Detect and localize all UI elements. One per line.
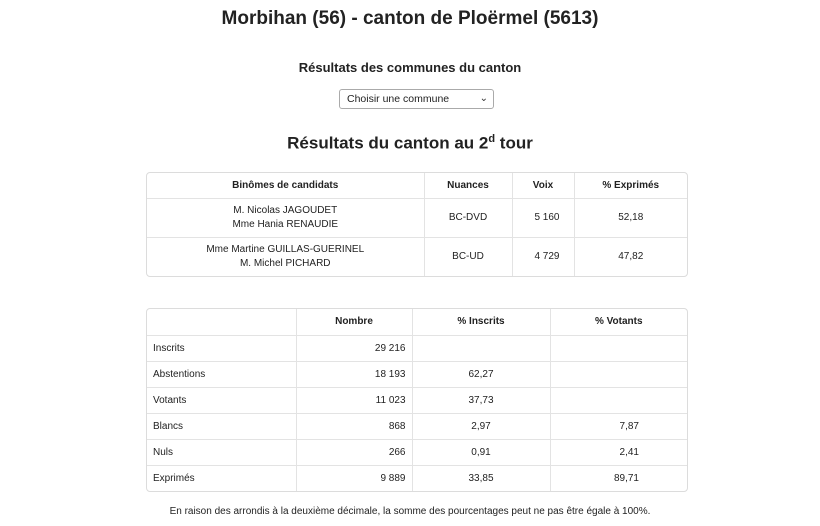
stat-pct-votants: 89,71 — [550, 465, 687, 491]
table-row — [147, 439, 687, 465]
stat-label: Abstentions — [147, 361, 296, 387]
table-row — [147, 335, 687, 361]
results-heading — [0, 133, 820, 154]
candidate-pct: 52,18 — [574, 198, 687, 237]
candidate-names — [147, 198, 424, 237]
stat-pct-inscrits — [412, 335, 550, 361]
col-header-pct-votants: % Votants — [550, 309, 687, 335]
stat-pct-votants — [550, 335, 687, 361]
stat-pct-inscrits: 37,73 — [412, 387, 550, 413]
stat-pct-votants: 2,41 — [550, 439, 687, 465]
stat-pct-votants — [550, 387, 687, 413]
chevron-down-icon: ⌄ — [479, 93, 488, 104]
candidate-name: Mme Martine GUILLAS-GUERINEL — [206, 243, 365, 255]
candidate-nuance: BC-DVD — [424, 198, 512, 237]
col-header-pct-exprimes: % Exprimés — [574, 173, 687, 198]
candidate-name: M. Michel PICHARD — [239, 257, 331, 269]
commune-select[interactable] — [339, 89, 494, 109]
stat-nombre: 868 — [296, 413, 412, 439]
results-heading-suffix: tour — [495, 133, 533, 153]
stat-nombre: 11 023 — [296, 387, 412, 413]
stat-nombre: 18 193 — [296, 361, 412, 387]
stat-pct-inscrits: 62,27 — [412, 361, 550, 387]
stat-pct-inscrits: 2,97 — [412, 413, 550, 439]
stat-pct-votants: 7,87 — [550, 413, 687, 439]
stat-label: Blancs — [147, 413, 296, 439]
candidate-names — [147, 237, 424, 276]
candidate-name: M. Nicolas JAGOUDET — [233, 204, 338, 216]
stat-nombre: 29 216 — [296, 335, 412, 361]
col-header-nombre: Nombre — [296, 309, 412, 335]
stat-pct-votants — [550, 361, 687, 387]
commune-select-wrap — [339, 89, 494, 109]
col-header-empty — [147, 309, 296, 335]
col-header-voix: Voix — [512, 173, 574, 198]
stat-pct-inscrits: 0,91 — [412, 439, 550, 465]
col-header-binomes: Binômes de candidats — [232, 179, 339, 191]
candidates-table — [146, 172, 688, 277]
stat-nombre: 9 889 — [296, 465, 412, 491]
candidate-pct: 47,82 — [574, 237, 687, 276]
table-row — [147, 465, 687, 491]
commune-select-value: Choisir une commune — [347, 93, 450, 105]
stat-pct-inscrits: 33,85 — [412, 465, 550, 491]
table-row — [147, 387, 687, 413]
stat-label: Exprimés — [147, 465, 296, 491]
stat-nombre: 266 — [296, 439, 412, 465]
stats-table — [146, 308, 688, 492]
table-row — [147, 361, 687, 387]
col-header-nuances: Nuances — [424, 173, 512, 198]
stat-label: Votants — [147, 387, 296, 413]
stat-label: Nuls — [147, 439, 296, 465]
candidate-nuance: BC-UD — [424, 237, 512, 276]
candidate-voix: 4 729 — [512, 237, 574, 276]
table-row — [147, 198, 687, 237]
results-heading-sup: d — [488, 133, 496, 145]
candidate-voix: 5 160 — [512, 198, 574, 237]
stats-header-row — [147, 309, 687, 335]
table-row — [147, 237, 687, 276]
rounding-note: En raison des arrondis à la deuxième décimale, la somme des pourcentages peut ne pas être égale à 100%. — [169, 506, 651, 517]
communes-heading: Résultats des communes du canton — [298, 60, 522, 75]
page-title: Morbihan (56) - canton de Ploërmel (5613) — [221, 8, 599, 29]
table-row — [147, 413, 687, 439]
col-header-pct-inscrits: % Inscrits — [412, 309, 550, 335]
results-heading-prefix: Résultats du canton au 2 — [287, 133, 489, 153]
candidates-header-row — [147, 173, 687, 198]
candidate-name: Mme Hania RENAUDIE — [232, 218, 339, 230]
stat-label: Inscrits — [147, 335, 296, 361]
